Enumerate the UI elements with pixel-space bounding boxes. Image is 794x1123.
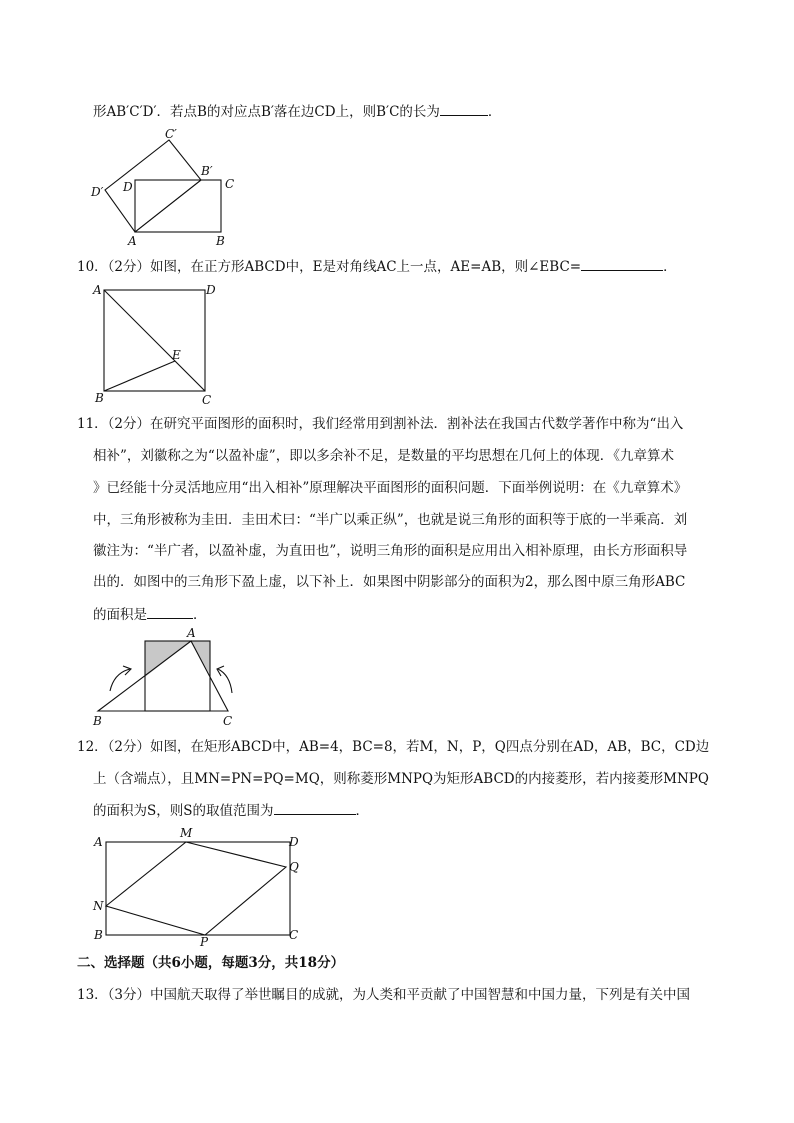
q9-label-c-prime: C′ <box>165 127 177 141</box>
q9-label-b-prime: B′ <box>201 164 213 178</box>
q12-label-a: A <box>94 835 103 849</box>
q9-label-d-prime: D′ <box>91 185 104 199</box>
q10-label-a: A <box>93 283 102 297</box>
q11-line-1: 11．（2分）在研究平面图形的面积时，我们经常用到割补法．割补法在我国古代数学著作中称为“出入 <box>77 416 684 432</box>
q9-label-c: C <box>225 177 235 191</box>
q12-figure <box>88 822 308 947</box>
q12-label-d: D <box>289 835 299 849</box>
q10-label-b: B <box>95 391 104 405</box>
q12-label-q: Q <box>289 860 299 874</box>
q9-text-line <box>93 101 501 122</box>
q11-answer-blank[interactable] <box>147 604 193 619</box>
q10-label-e: E <box>172 348 181 362</box>
section-2-title: 二、选择题（共6小题，每题3分，共18分） <box>77 955 345 971</box>
q10-diagonal-ac <box>104 290 205 391</box>
q11-line-6: 出的．如图中的三角形下盈上虚，以下补上．如果图中阴影部分的面积为2，那么图中原三角形ABC <box>93 574 686 590</box>
q9-rectangle-abcd <box>135 180 221 232</box>
q9-text: 形AB′C′D′．若点B的对应点B′落在边CD上，则B′C的长为 <box>93 104 440 120</box>
q11-label-a: A <box>187 626 196 640</box>
q10-text: 10．（2分）如图，在正方形ABCD中，E是对角线AC上一点，AE=AB，则∠EBC= <box>77 259 582 275</box>
q9-label-d: D <box>123 180 133 194</box>
q12-text-line-3 <box>93 800 369 821</box>
q11-label-b: B <box>93 714 102 728</box>
q11-figure <box>88 625 248 730</box>
q12-label-n: N <box>93 899 104 913</box>
q9-period: ． <box>487 104 502 120</box>
q11-label-c: C <box>223 714 233 728</box>
q12-period: ． <box>355 803 369 819</box>
q11-last-text: 的面积是 <box>93 607 147 623</box>
q11-line-2: 相补”，刘徽称之为“以盈补虚”，即以多余补不足，是数量的平均思想在几何上的体现．《九章算术 <box>93 448 674 464</box>
q10-text-line <box>77 256 677 277</box>
q10-segment-be <box>104 361 175 391</box>
q11-period: ． <box>193 607 207 623</box>
q9-segment-ab-prime <box>135 180 201 232</box>
q12-rectangle-abcd <box>106 842 290 935</box>
q11-line-5: 徽注为：“半广者，以盈补虚，为直田也”，说明三角形的面积是应用出入相补原理，由长方形面积导 <box>93 543 688 559</box>
q10-answer-blank[interactable] <box>581 256 663 271</box>
q11-line-4: 中，三角形被称为圭田．圭田术曰：“半广以乘正纵”，也就是说三角形的面积等于底的一半乘高．刘 <box>93 512 688 528</box>
q12-last-text: 的面积为S，则S的取值范围为 <box>93 803 274 819</box>
q12-label-b: B <box>94 928 103 942</box>
q13-line-1: 13．（3分）中国航天取得了举世瞩目的成就，为人类和平贡献了中国智慧和中国力量，下列是有关中国 <box>77 987 691 1003</box>
q12-label-p: P <box>200 935 209 949</box>
q10-figure <box>90 280 220 406</box>
q12-answer-blank[interactable] <box>274 800 356 815</box>
q12-line-2: 上（含端点），且MN=PN=PQ=MQ，则称菱形MNPQ为矩形ABCD的内接菱形，若内接菱形MNPQ <box>93 771 709 787</box>
q11-arrow-right-curve <box>218 669 232 693</box>
q11-text-line-7 <box>93 604 207 625</box>
q10-label-c: C <box>202 393 212 407</box>
q9-label-b: B <box>216 234 225 248</box>
q9-answer-blank[interactable] <box>440 101 488 116</box>
q12-rhombus-mnpq <box>106 842 286 935</box>
q12-line-1: 12．（2分）如图，在矩形ABCD中，AB=4，BC=8，若M，N，P，Q四点分别在AD，AB，BC，CD边 <box>77 739 710 755</box>
q10-label-d: D <box>206 283 216 297</box>
q12-label-m: M <box>180 826 193 840</box>
q12-label-c: C <box>289 928 299 942</box>
q10-period: ． <box>663 259 677 275</box>
q9-figure <box>85 122 235 247</box>
q9-label-a: A <box>128 234 137 248</box>
q11-line-3: 》已经能十分灵活地应用“出入相补”原理解决平面图形的面积问题．下面举例说明：在《九章算术》 <box>93 480 688 496</box>
